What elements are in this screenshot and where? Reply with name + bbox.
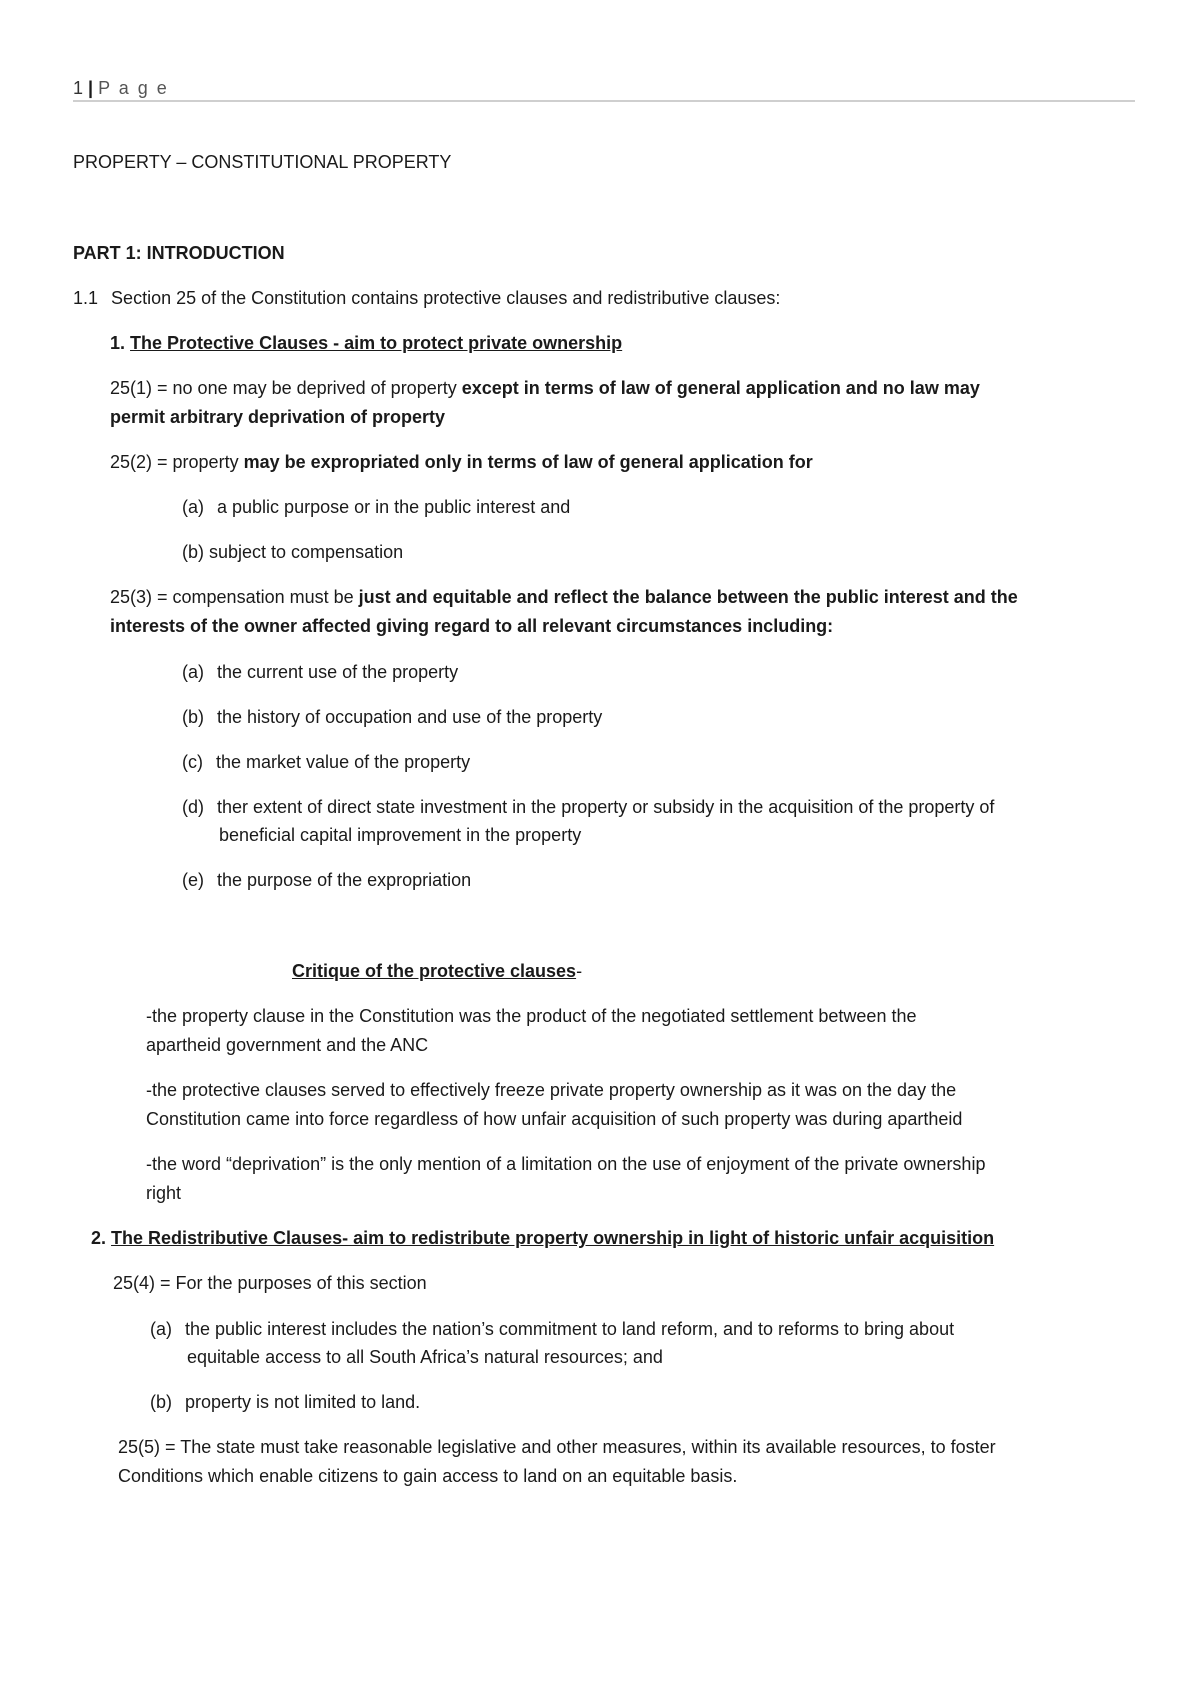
critique-heading [292, 960, 582, 982]
section-25-2 [110, 451, 813, 473]
s254-item-a-text: the public interest includes the nation’s commitment to land reform, and to reforms to bring about [185, 1319, 955, 1339]
s252-item-a-text: a public purpose or in the public interest and [217, 497, 571, 517]
critique-p3-line1: -the word “deprivation” is the only mention of a limitation on the use of enjoyment of the private ownership [146, 1154, 986, 1174]
section-25-4: 25(4) = For the purposes of this section [113, 1273, 427, 1293]
s253-item-c-label: (c) [182, 752, 203, 772]
para-1-1-number: 1.1 [73, 288, 99, 308]
para-1-1-text: Section 25 of the Constitution contains protective clauses and redistributive clauses: [111, 288, 781, 308]
s253-item-c-text: the market value of the property [216, 752, 471, 772]
s253-item-b-label: (b) [182, 707, 204, 727]
s252-item-a-label: (a) [182, 497, 204, 517]
s254-item-a [150, 1318, 954, 1340]
s253-item-e [182, 869, 471, 891]
protective-number: 1. [110, 333, 126, 353]
document-title: PROPERTY – CONSTITUTIONAL PROPERTY [73, 152, 452, 172]
s253-item-d-text: ther extent of direct state investment in the property or subsidy in the acquisition of the property of [217, 797, 995, 817]
redistributive-number: 2. [91, 1228, 107, 1248]
section-25-5-line2: Conditions which enable citizens to gain access to land on an equitable basis. [118, 1466, 738, 1486]
s252-prefix: 25(2) = property [110, 452, 244, 472]
s253-bold1: just and equitable and reflect the balance between the public interest and the [358, 587, 1018, 607]
s253-item-d [182, 796, 994, 818]
header-separator: | [88, 78, 94, 98]
protective-title: The Protective Clauses - aim to protect private ownership [130, 333, 623, 353]
redistributive-clauses-heading [91, 1227, 994, 1249]
s253-item-c [182, 751, 470, 773]
critique-title: Critique of the protective clauses [292, 961, 577, 981]
page-header [73, 77, 169, 99]
protective-clauses-heading [110, 332, 622, 354]
s253-item-e-label: (e) [182, 870, 204, 890]
critique-p1-line2: apartheid government and the ANC [146, 1035, 429, 1055]
para-1-1 [73, 287, 780, 309]
section-25-3-line2: interests of the owner affected giving regard to all relevant circumstances including: [110, 616, 834, 636]
s253-item-a-text: the current use of the property [217, 662, 459, 682]
s253-item-e-text: the purpose of the expropriation [217, 870, 472, 890]
s253-item-a-label: (a) [182, 662, 204, 682]
s254-item-b-text: property is not limited to land. [185, 1392, 421, 1412]
s253-prefix: 25(3) = compensation must be [110, 587, 359, 607]
section-25-3-line1 [110, 586, 1018, 608]
section-25-5-line1: 25(5) = The state must take reasonable legislative and other measures, within its available resources, to foster [118, 1437, 996, 1457]
redistributive-title: The Redistributive Clauses- aim to redistribute property ownership in light of historic unfair acquisition [111, 1228, 995, 1248]
critique-p2-line2: Constitution came into force regardless of how unfair acquisition of such property was during apartheid [146, 1109, 963, 1129]
s253-item-d-label: (d) [182, 797, 204, 817]
critique-p1-line1: -the property clause in the Constitution was the product of the negotiated settlement between the [146, 1006, 917, 1026]
page-label: P a g e [98, 78, 169, 98]
s251-prefix: 25(1) = no one may be deprived of property [110, 378, 462, 398]
s251-bold1: except in terms of law of general application and no law may [461, 378, 980, 398]
section-25-1-line2: permit arbitrary deprivation of property [110, 407, 446, 427]
s253-item-b [182, 706, 602, 728]
s252-bold: may be expropriated only in terms of law of general application for [243, 452, 813, 472]
s252-item-b: (b) subject to compensation [182, 542, 404, 562]
critique-p2-line1: -the protective clauses served to effectively freeze private property ownership as it was on the day the [146, 1080, 957, 1100]
critique-p3-line2: right [146, 1183, 182, 1203]
s252-item-a [182, 496, 570, 518]
header-rule [73, 100, 1135, 102]
s253-item-d-cont: beneficial capital improvement in the property [219, 825, 582, 845]
part1-heading: PART 1: INTRODUCTION [73, 243, 285, 263]
s254-item-b-label: (b) [150, 1392, 172, 1412]
critique-suffix: - [576, 961, 583, 981]
s254-item-b [150, 1391, 420, 1413]
s254-item-a-label: (a) [150, 1319, 172, 1339]
section-25-1-line1 [110, 377, 980, 399]
page-number: 1 [73, 78, 84, 98]
s253-item-a [182, 661, 458, 683]
s254-item-a-cont: equitable access to all South Africa’s natural resources; and [187, 1347, 663, 1367]
s253-item-b-text: the history of occupation and use of the property [217, 707, 603, 727]
